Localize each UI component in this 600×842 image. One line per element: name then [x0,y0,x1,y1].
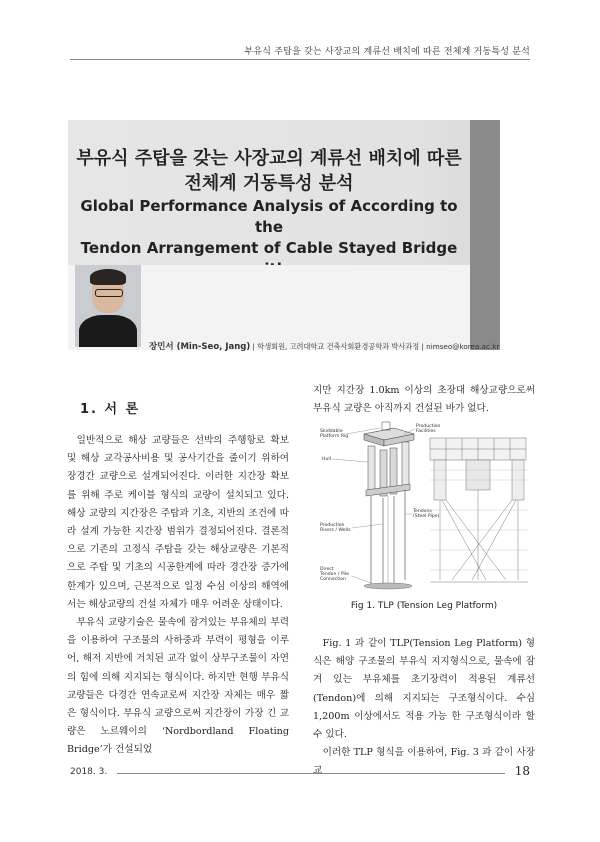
svg-text:Direct: Direct [320,567,334,572]
right-column-top [313,382,535,418]
svg-text:Skiddable: Skiddable [320,429,343,434]
author-info [149,340,499,352]
footer-date: 2018. 3. [70,767,108,777]
korean-title [68,146,470,196]
svg-text:Connection: Connection [320,577,346,582]
running-head: 부유식 주탑을 갖는 사장교의 계류선 배치에 따른 전체계 거동특성 분석 [244,47,530,57]
author-details: | 학생회원, 고려대학교 건축사회환경공학과 박사과정 | nimseo@korea.ac.kr [250,342,500,351]
paragraph: 부유식 교량기술은 물속에 잠겨있는 부유체의 부력을 이용하여 구조물의 사하중과 부력이 평형을 이루어, 해저 지반에 거치된 교각 없이 상부구조물이 자연의 힘에 의해 지지되는 형식이다. 하지만 현행 부유식 교량들은 다경간 연속교로써 지간장 자체는 매우 짧은 형식이다. 부유식 교량으로써 지간장이 가장 긴 교량은 노르웨이의 ‘Nordbordland Floating Bridge’가 건설되었 [67,617,289,756]
paragraph: 일반적으로 해상 교량들은 선박의 주행항로 확보 및 해상 교각공사비용 및 공사기간을 줄이기 위하여 장경간 교량으로 설계되어진다. 이러한 지간장 확보를 위해 주로 케이블 형식의 교량이 설치되고 있다. 해상 교량의 지간장은 주탑과 기초, 지반의 조건에 따라 설계 가능한 지간장 범위가 결정되어진다. 결론적으로 기존의 고정식 주탑을 갖는 해상교량은 기본적으로 주탑 및 기초의 시공한계에 따라 경간장 증가에 한계가 있으며, 근본적으로 일정 수심 이상의 해역에서는 해상교량의 건설 자체가 매우 어려운 상태이다. [67,435,289,610]
svg-text:Tendon / Pile: Tendon / Pile [320,572,349,577]
svg-text:Facilities: Facilities [416,429,436,434]
svg-text:Hull: Hull [322,457,331,462]
figure-caption: Fig 1. TLP (Tension Leg Platform) [350,601,498,611]
paragraph: Fig. 1 과 같이 TLP(Tension Leg Platform) 형식은 해양 구조물의 부유식 지지형식으로, 물속에 잠겨 있는 부유체를 초기장력이 적용된 계류선(Tendon)에 의해 지지되는 구조형식이다. 수심 1,200m 이상에서도 적용 가능 한 구조형식이라 할 수 있다. [313,638,535,741]
svg-text:(Steel Pipe): (Steel Pipe) [413,514,440,519]
paragraph: 지만 지간장 1.0km 이상의 초장대 해상교량으로써 부유식 교량은 아직까지 건설된 바가 없다. [313,385,535,415]
right-column-bottom [313,635,535,781]
korean-title-line: 부유식 주탑을 갖는 사장교의 계류선 배치에 따른 [76,148,462,169]
left-column [67,432,289,760]
svg-text:Tendons: Tendons [413,509,432,514]
header-rule [70,59,530,60]
svg-text:Production: Production [416,424,441,429]
author-name: 장민서 (Min-Seo, Jang) [149,342,251,352]
paragraph: 이러한 TLP 형식을 이용하여, Fig. 3 과 같이 사장교 [313,747,535,777]
korean-title-line: 전체계 거동특성 분석 [184,173,354,194]
tlp-diagram [316,420,532,600]
english-title-line: Global Performance Analysis of According to the [80,197,458,236]
svg-text:Platform Rig: Platform Rig [320,434,349,439]
english-title-line: Tendon Arrangement of Cable Stayed Bridge [80,239,458,257]
author-photo [75,265,141,347]
title-band [68,120,500,265]
svg-text:Risers / Wells: Risers / Wells [320,528,351,533]
svg-text:Production: Production [320,523,345,528]
page-number: 18 [514,764,530,778]
footer-rule [117,773,505,774]
figure-tlp [316,420,532,600]
title-accent-bar [470,120,500,350]
section-heading: 1. 서 론 [80,402,141,417]
